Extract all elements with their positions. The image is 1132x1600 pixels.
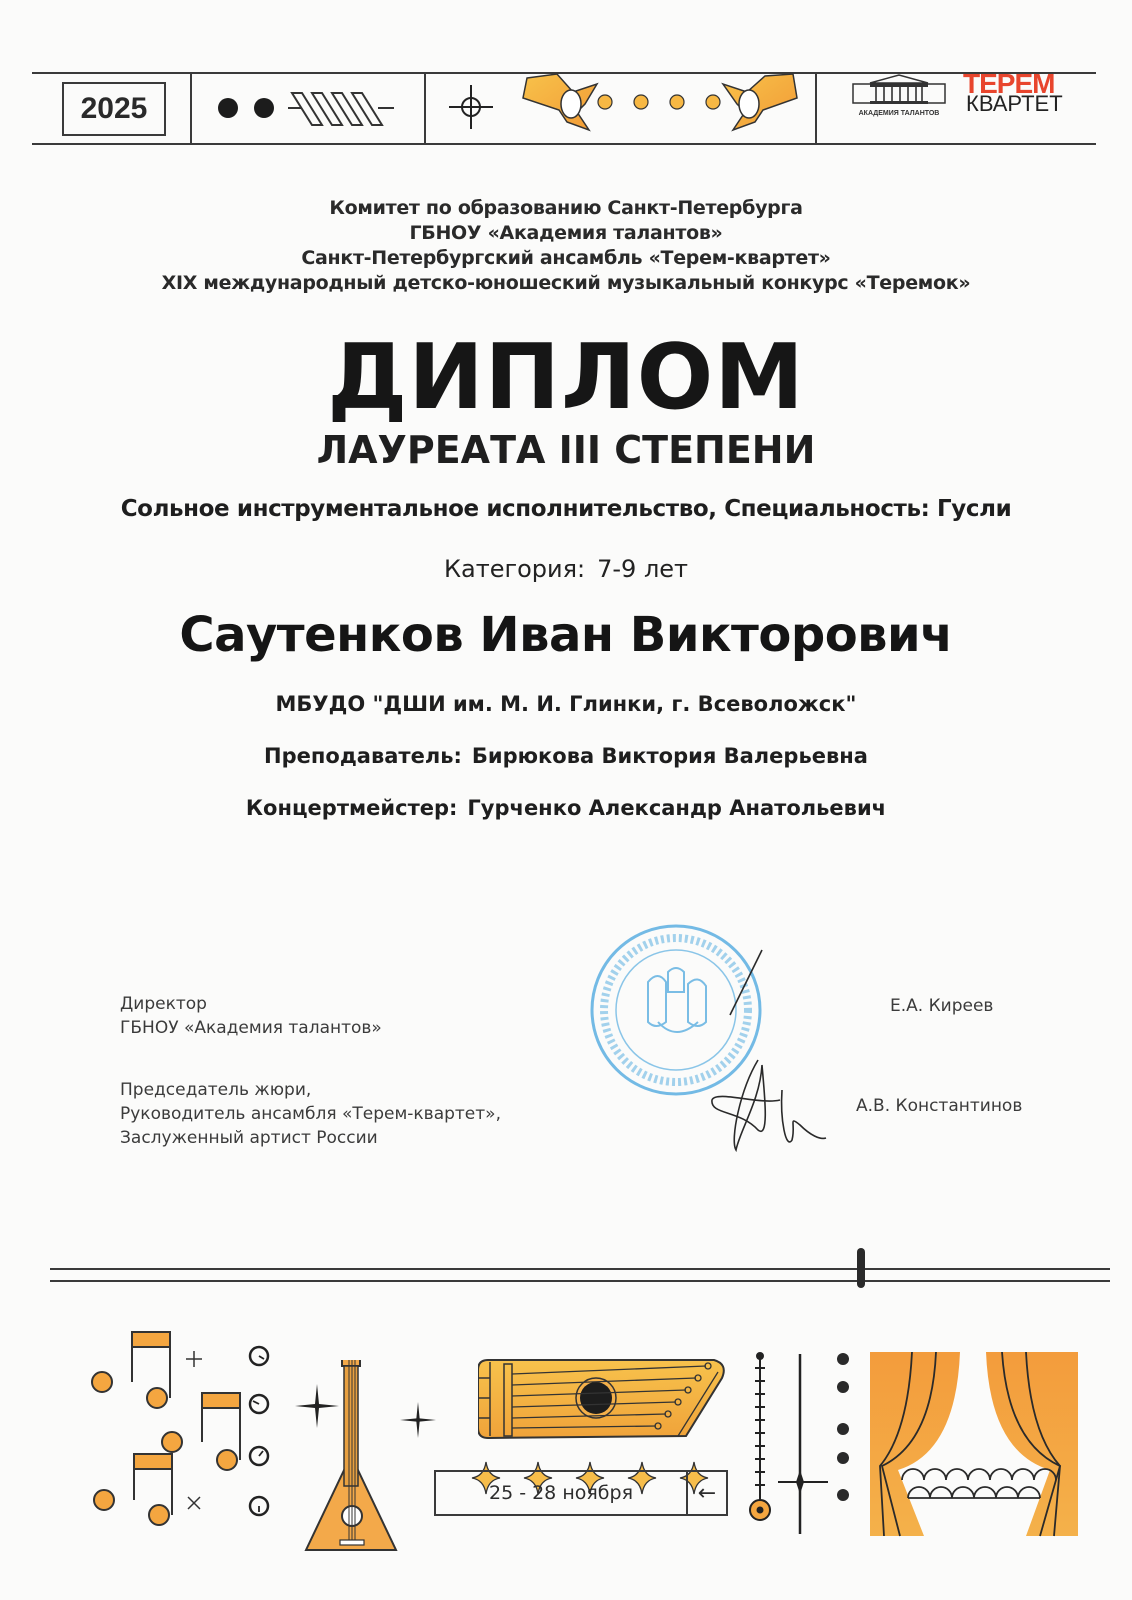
diploma-title: ДИПЛОМ <box>327 325 805 430</box>
teacher-line <box>0 742 1132 770</box>
jury-title <box>120 1078 501 1150</box>
spring-coil-icon <box>210 85 410 135</box>
year-badge <box>62 82 166 136</box>
category-label: Категория: <box>443 555 586 583</box>
gramophone-horns-icon <box>515 70 805 140</box>
director-name: Е.А. Киреев <box>890 996 994 1016</box>
organizer-line: Комитет по образованию Санкт-Петербурга <box>329 197 803 219</box>
theater-curtains-icon <box>868 1352 1080 1542</box>
balalaika-icon <box>300 1360 400 1560</box>
terem-logo-bottom: КВАРТЕТ <box>966 91 1063 116</box>
sparkle-icon <box>400 1402 436 1438</box>
header-divider <box>815 72 817 144</box>
gramophone-horn-icon <box>523 74 597 130</box>
school: МБУДО "ДШИ им. М. И. Глинки, г. Всеволожск" <box>275 692 857 716</box>
jury-title-line: Руководитель ансамбля «Терем-квартет», <box>120 1104 501 1124</box>
category <box>0 554 1132 584</box>
gusli-icon <box>478 1358 732 1442</box>
organizers-block <box>0 196 1132 296</box>
jury-name: А.В. Константинов <box>856 1096 1023 1116</box>
gramophone-horn-icon <box>723 74 797 130</box>
teacher-label: Преподаватель: <box>264 744 462 768</box>
year-text: 2025 <box>80 92 148 125</box>
event-dates-box <box>434 1470 728 1516</box>
dots-column-icon <box>834 1352 852 1512</box>
signature-icon <box>700 940 830 1160</box>
nomination: Сольное инструментальное исполнительство, Специальность: Гусли <box>120 496 1012 522</box>
winner-name: Саутенков Иван Викторович <box>179 607 953 663</box>
tuning-knobs-icon <box>244 1340 274 1520</box>
footer-line-top <box>50 1268 1110 1270</box>
jury-title-line: Заслуженный артист России <box>120 1128 378 1148</box>
dot-icon <box>218 98 238 118</box>
footer-line-marker <box>857 1248 865 1288</box>
category-value: 7-9 лет <box>597 555 689 583</box>
arrow-left-icon: ← <box>686 1472 726 1514</box>
event-dates: 25 - 28 ноября <box>488 1482 633 1504</box>
accompanist-label: Концертмейстер: <box>245 796 458 820</box>
header-divider <box>190 72 192 144</box>
accompanist-line <box>0 794 1132 822</box>
organizer-line: Санкт-Петербургский ансамбль «Терем-квартет» <box>301 247 831 269</box>
terem-logo-top: ТЕРЕМ <box>963 68 1055 99</box>
director-title <box>120 992 382 1040</box>
sparkle-line-icon <box>778 1354 828 1534</box>
director-title-line: Директор <box>120 994 207 1014</box>
accompanist-name: Гурченко Александр Анатольевич <box>467 796 887 820</box>
jury-title-line: Председатель жюри, <box>120 1080 312 1100</box>
footer-line-bottom <box>50 1280 1110 1282</box>
academy-logo-icon <box>852 74 946 108</box>
ruler-pendulum-icon <box>748 1352 772 1522</box>
organizer-line: XIX международный детско-юношеский музыкальный конкурс «Теремок» <box>161 272 971 294</box>
teacher-name: Бирюкова Виктория Валерьевна <box>471 744 868 768</box>
dot-icon <box>254 98 274 118</box>
crosshair-icon <box>448 84 494 130</box>
director-title-line: ГБНОУ «Академия талантов» <box>120 1018 382 1038</box>
academy-logo-caption: АКАДЕМИЯ ТАЛАНТОВ <box>858 110 940 117</box>
header-divider <box>424 72 426 144</box>
diploma-degree: ЛАУРЕАТА III СТЕПЕНИ <box>316 428 816 472</box>
organizer-line: ГБНОУ «Академия талантов» <box>409 222 723 244</box>
